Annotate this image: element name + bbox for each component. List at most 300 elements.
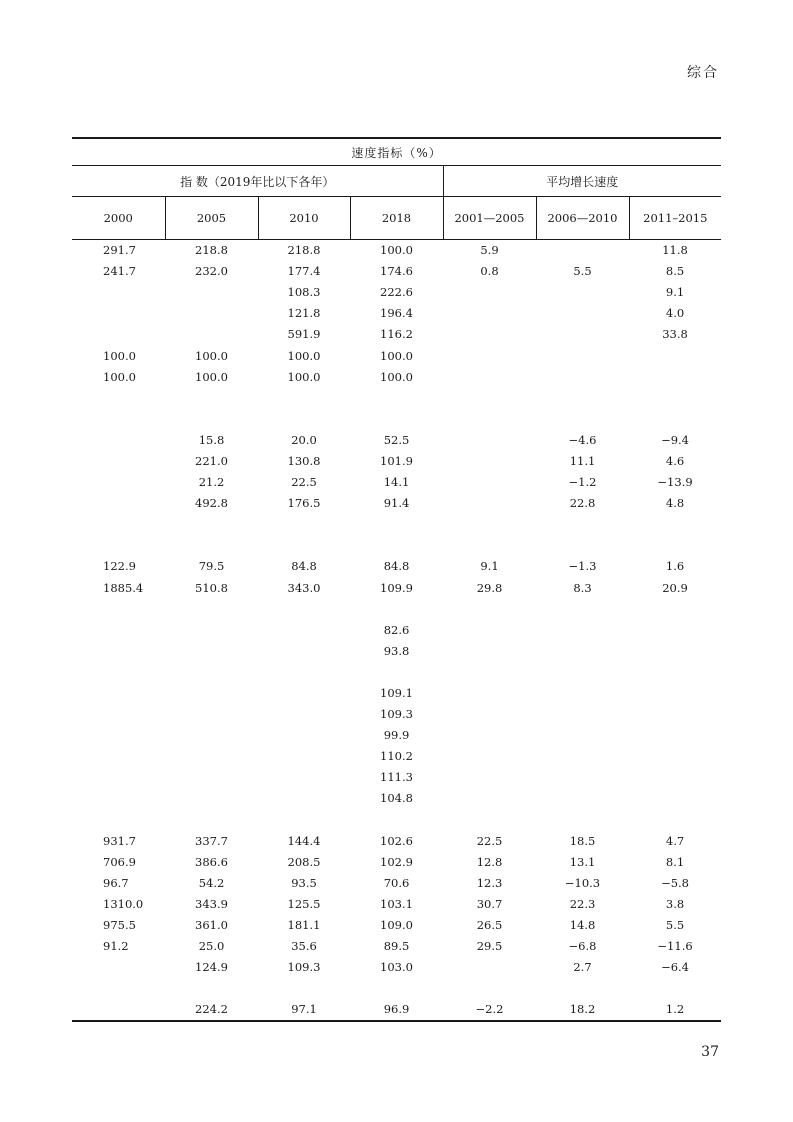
table-cell xyxy=(350,388,443,409)
table-cell xyxy=(629,599,721,620)
table-cell xyxy=(443,725,536,746)
table-cell: 18.2 xyxy=(536,999,629,1021)
table-cell: 5.9 xyxy=(480,243,499,258)
table-cell xyxy=(629,641,721,662)
table-cell xyxy=(443,303,536,324)
table-cell xyxy=(165,704,258,725)
table-cell xyxy=(165,810,258,831)
table-cell: 108.3 xyxy=(287,285,321,300)
table-cell xyxy=(536,746,629,767)
table-cell xyxy=(443,409,536,430)
table-cell: 122.9 xyxy=(103,559,136,574)
table-cell: 5.5 xyxy=(573,264,592,279)
table-cell xyxy=(258,978,350,999)
table-cell xyxy=(165,767,258,788)
table-cell: −1.2 xyxy=(568,475,597,490)
table-cell xyxy=(72,978,165,999)
table-row xyxy=(72,282,721,303)
table-cell: 100.0 xyxy=(103,348,136,363)
table-cell: 706.9 xyxy=(103,854,136,869)
table-cell xyxy=(536,599,629,620)
table-cell xyxy=(443,472,536,493)
table-cell xyxy=(350,599,443,620)
table-row xyxy=(72,493,721,514)
table-cell: 1.6 xyxy=(665,559,685,574)
table-cell: −10.3 xyxy=(564,875,601,890)
table-cell: 8.3 xyxy=(573,580,592,595)
table-cell xyxy=(165,662,258,683)
table-cell xyxy=(165,324,258,345)
table-cell: 100.0 xyxy=(195,369,228,384)
table-cell xyxy=(629,683,721,704)
table-cell xyxy=(72,388,165,409)
table-cell: 101.9 xyxy=(380,453,413,468)
table-row xyxy=(72,725,721,746)
table-cell: 89.5 xyxy=(383,939,410,954)
table-cell xyxy=(536,788,629,809)
table-cell xyxy=(443,535,536,556)
table-cell: 218.8 xyxy=(287,243,321,258)
table-cell: 975.5 xyxy=(103,918,136,933)
table-row xyxy=(72,957,721,978)
table-cell xyxy=(72,493,165,514)
table-cell: 931.7 xyxy=(103,833,136,848)
table-cell xyxy=(629,704,721,725)
table-cell: 13.1 xyxy=(569,854,596,869)
table-cell: 99.9 xyxy=(383,728,410,743)
table-cell xyxy=(258,662,350,683)
table-cell xyxy=(165,683,258,704)
table-row xyxy=(72,388,721,409)
table-cell: −13.9 xyxy=(657,475,693,490)
table-cell: 9.1 xyxy=(480,559,499,574)
table-cell: 1310.0 xyxy=(103,896,144,911)
table-row xyxy=(72,831,721,852)
column-header-2001-2005: 2001—2005 xyxy=(443,197,536,240)
table-cell: 100.0 xyxy=(287,369,321,384)
table-cell xyxy=(72,451,165,472)
table-cell: 30.7 xyxy=(476,896,503,911)
table-cell: −9.4 xyxy=(661,432,690,447)
table-row xyxy=(72,303,721,324)
table-row xyxy=(72,620,721,641)
table-cell xyxy=(258,788,350,809)
table-cell: 196.4 xyxy=(380,306,413,321)
table-row xyxy=(72,999,721,1021)
table-cell xyxy=(629,367,721,388)
table-cell: 130.8 xyxy=(287,453,321,468)
table-cell xyxy=(536,683,629,704)
table-cell: 109.3 xyxy=(380,707,413,722)
table-cell xyxy=(443,324,536,345)
table-cell: 361.0 xyxy=(195,918,228,933)
table-cell: −4.6 xyxy=(568,432,597,447)
table-cell xyxy=(72,704,165,725)
table-cell: −2.2 xyxy=(443,999,536,1021)
table-row xyxy=(72,535,721,556)
table-cell xyxy=(536,514,629,535)
table-cell xyxy=(536,388,629,409)
table-cell: 70.6 xyxy=(383,875,410,890)
table-cell xyxy=(72,641,165,662)
table-cell: 102.9 xyxy=(380,854,413,869)
table-cell xyxy=(165,746,258,767)
table-cell xyxy=(258,746,350,767)
table-cell: 91.4 xyxy=(383,496,410,511)
table-cell xyxy=(72,324,165,345)
table-cell: −6.8 xyxy=(568,939,597,954)
table-cell: 109.0 xyxy=(380,918,413,933)
table-cell: 337.7 xyxy=(195,833,228,848)
column-header-2010: 2010 xyxy=(258,197,350,240)
table-cell: 218.8 xyxy=(195,243,228,258)
table-cell: 102.6 xyxy=(380,833,413,848)
table-cell xyxy=(443,978,536,999)
table-cell: 93.5 xyxy=(291,875,317,890)
table-cell xyxy=(536,535,629,556)
table-cell: 2.7 xyxy=(573,960,592,975)
table-cell xyxy=(350,514,443,535)
table-cell xyxy=(536,240,629,262)
table-cell: 109.9 xyxy=(380,580,413,595)
table-cell: 21.2 xyxy=(198,475,225,490)
table-cell xyxy=(629,514,721,535)
table-cell: 4.0 xyxy=(665,306,685,321)
table-cell: −1.3 xyxy=(568,559,597,574)
table-cell xyxy=(72,472,165,493)
table-cell xyxy=(72,746,165,767)
table-cell: 100.0 xyxy=(287,348,321,363)
table-cell: 8.5 xyxy=(665,264,685,279)
table-cell xyxy=(350,810,443,831)
table-cell xyxy=(72,409,165,430)
table-cell xyxy=(629,746,721,767)
table-row xyxy=(72,430,721,451)
table-cell: 12.8 xyxy=(476,854,503,869)
table-cell: 221.0 xyxy=(195,453,228,468)
table-cell: 22.5 xyxy=(476,833,503,848)
table-cell xyxy=(72,282,165,303)
table-cell xyxy=(258,767,350,788)
table-cell xyxy=(629,620,721,641)
table-cell xyxy=(629,535,721,556)
table-row xyxy=(72,556,721,577)
table-cell xyxy=(165,409,258,430)
table-cell xyxy=(165,641,258,662)
table-cell xyxy=(443,641,536,662)
table-cell xyxy=(629,810,721,831)
table-cell: 224.2 xyxy=(165,999,258,1021)
table-cell: 12.3 xyxy=(476,875,503,890)
table-cell: 33.8 xyxy=(662,327,688,342)
table-cell xyxy=(443,388,536,409)
table-row xyxy=(72,936,721,957)
table-row xyxy=(72,514,721,535)
table-cell xyxy=(443,704,536,725)
section-label: 综合 xyxy=(687,65,719,81)
table-cell: 100.0 xyxy=(195,348,228,363)
table-cell xyxy=(72,599,165,620)
table-cell: 82.6 xyxy=(383,622,410,637)
table-cell xyxy=(443,746,536,767)
table-row xyxy=(72,261,721,282)
table-cell xyxy=(536,409,629,430)
table-cell: 29.5 xyxy=(476,939,503,954)
table-cell: 232.0 xyxy=(195,264,228,279)
table-cell xyxy=(536,367,629,388)
table-cell: 22.5 xyxy=(291,475,317,490)
table-cell xyxy=(258,683,350,704)
table-row xyxy=(72,324,721,345)
table-cell: 11.1 xyxy=(569,453,596,468)
column-header-2018: 2018 xyxy=(350,197,443,240)
table-cell xyxy=(443,493,536,514)
table-cell xyxy=(443,683,536,704)
table-cell xyxy=(536,662,629,683)
table-cell: 100.0 xyxy=(380,369,413,384)
table-cell: 11.8 xyxy=(662,243,688,258)
table-cell: 91.2 xyxy=(103,939,129,954)
table-cell: 144.4 xyxy=(287,833,321,848)
table-cell xyxy=(258,810,350,831)
table-cell: 291.7 xyxy=(103,243,136,258)
table-cell xyxy=(629,788,721,809)
table-cell: 103.0 xyxy=(380,960,413,975)
table-cell: 22.3 xyxy=(569,896,596,911)
table-cell: 9.1 xyxy=(665,285,685,300)
table-cell xyxy=(629,345,721,366)
table-cell xyxy=(165,514,258,535)
table-cell xyxy=(443,451,536,472)
table-cell xyxy=(165,725,258,746)
table-cell: 109.3 xyxy=(287,960,321,975)
table-cell: 79.5 xyxy=(198,559,225,574)
table-cell xyxy=(629,767,721,788)
table-row xyxy=(72,367,721,388)
table-cell xyxy=(258,641,350,662)
table-row xyxy=(72,810,721,831)
table-cell: 343.0 xyxy=(287,580,321,595)
table-cell xyxy=(443,810,536,831)
table-cell xyxy=(536,324,629,345)
table-cell xyxy=(165,303,258,324)
table-cell xyxy=(72,303,165,324)
table-cell xyxy=(629,662,721,683)
table-cell: 14.1 xyxy=(383,475,410,490)
table-cell xyxy=(258,599,350,620)
column-header-2005: 2005 xyxy=(165,197,258,240)
table-cell xyxy=(443,788,536,809)
table-row xyxy=(72,915,721,936)
table-cell xyxy=(72,767,165,788)
table-cell: 116.2 xyxy=(380,327,413,342)
table-cell: 103.1 xyxy=(380,896,413,911)
table-row xyxy=(72,704,721,725)
table-cell: 4.6 xyxy=(665,453,685,468)
table-cell: 52.5 xyxy=(383,432,410,447)
table-cell xyxy=(443,345,536,366)
table-cell: 93.8 xyxy=(383,643,410,658)
table-cell: 22.8 xyxy=(569,496,596,511)
table-cell xyxy=(536,282,629,303)
table-cell xyxy=(350,662,443,683)
table-cell: 96.9 xyxy=(350,999,443,1021)
speed-indicator-table-wrap xyxy=(72,137,721,1022)
table-cell xyxy=(536,810,629,831)
table-cell: 1.2 xyxy=(629,999,721,1021)
table-row xyxy=(72,746,721,767)
table-cell: 14.8 xyxy=(569,918,596,933)
table-cell xyxy=(443,430,536,451)
table-cell: 104.8 xyxy=(380,791,413,806)
table-cell xyxy=(443,620,536,641)
table-row xyxy=(72,472,721,493)
table-row xyxy=(72,873,721,894)
table-cell xyxy=(443,282,536,303)
table-cell xyxy=(72,535,165,556)
table-row xyxy=(72,578,721,599)
table-cell: 109.1 xyxy=(380,686,413,701)
table-row xyxy=(72,599,721,620)
table-cell: 26.5 xyxy=(476,918,503,933)
table-row xyxy=(72,894,721,915)
table-cell: 177.4 xyxy=(287,264,321,279)
table-cell xyxy=(350,978,443,999)
table-cell xyxy=(536,620,629,641)
table-cell xyxy=(350,535,443,556)
table-row xyxy=(72,451,721,472)
table-cell: 591.9 xyxy=(287,327,321,342)
table-cell xyxy=(165,535,258,556)
table-cell xyxy=(72,514,165,535)
table-cell xyxy=(629,409,721,430)
table-cell: 4.7 xyxy=(665,833,685,848)
table-cell xyxy=(443,514,536,535)
table-cell: 3.8 xyxy=(665,896,685,911)
group-header-index: 指 数（2019年比以下各年） xyxy=(72,166,443,197)
table-cell xyxy=(258,725,350,746)
table-cell xyxy=(258,514,350,535)
table-cell xyxy=(350,409,443,430)
column-header-2000: 2000 xyxy=(72,197,165,240)
table-cell xyxy=(629,978,721,999)
table-cell xyxy=(72,788,165,809)
table-cell: 181.1 xyxy=(287,918,321,933)
table-cell xyxy=(536,641,629,662)
column-header-2011-2015: 2011–2015 xyxy=(629,197,721,240)
table-cell: 174.6 xyxy=(380,264,413,279)
table-cell xyxy=(258,704,350,725)
table-cell: 25.0 xyxy=(198,939,225,954)
table-cell xyxy=(536,725,629,746)
table-cell xyxy=(443,367,536,388)
table-cell xyxy=(629,725,721,746)
table-cell xyxy=(443,662,536,683)
group-header-growth: 平均增长速度 xyxy=(443,166,721,197)
table-cell: 121.8 xyxy=(287,306,321,321)
table-cell xyxy=(629,388,721,409)
table-cell: −5.8 xyxy=(661,875,690,890)
table-cell: 1885.4 xyxy=(103,580,144,595)
table-cell: 5.5 xyxy=(665,918,685,933)
table-cell xyxy=(536,767,629,788)
table-cell xyxy=(72,999,165,1021)
table-row xyxy=(72,683,721,704)
table-cell: 8.1 xyxy=(665,854,685,869)
table-cell xyxy=(165,788,258,809)
table-row xyxy=(72,852,721,873)
table-cell: −11.6 xyxy=(657,939,693,954)
table-cell: 20.9 xyxy=(662,580,688,595)
table-cell xyxy=(258,409,350,430)
table-cell xyxy=(72,683,165,704)
table-cell xyxy=(72,725,165,746)
table-cell: 97.1 xyxy=(258,999,350,1021)
table-cell: 510.8 xyxy=(195,580,228,595)
table-cell: 110.2 xyxy=(380,749,413,764)
table-cell xyxy=(258,535,350,556)
table-title: 速度指标（%） xyxy=(72,138,721,166)
table-cell xyxy=(536,978,629,999)
table-cell xyxy=(72,810,165,831)
table-cell xyxy=(443,599,536,620)
table-cell xyxy=(443,767,536,788)
table-cell: 20.0 xyxy=(291,432,317,447)
table-cell xyxy=(536,704,629,725)
table-row xyxy=(72,345,721,366)
table-cell xyxy=(72,662,165,683)
table-cell: 111.3 xyxy=(380,770,413,785)
table-cell: 100.0 xyxy=(103,369,136,384)
table-row xyxy=(72,978,721,999)
table-cell: 100.0 xyxy=(380,348,413,363)
table-cell: 241.7 xyxy=(103,264,136,279)
table-cell xyxy=(443,957,536,978)
table-cell xyxy=(258,388,350,409)
table-cell: 96.7 xyxy=(103,875,129,890)
table-cell: 222.6 xyxy=(380,285,413,300)
table-cell xyxy=(536,345,629,366)
table-row xyxy=(72,641,721,662)
table-row xyxy=(72,409,721,430)
table-cell: 124.9 xyxy=(195,960,228,975)
table-cell: 35.6 xyxy=(291,939,317,954)
speed-indicator-table xyxy=(72,137,721,1022)
table-cell: 15.8 xyxy=(198,432,225,447)
table-cell xyxy=(72,620,165,641)
table-cell xyxy=(165,388,258,409)
table-row xyxy=(72,788,721,809)
table-cell xyxy=(165,978,258,999)
table-cell xyxy=(258,620,350,641)
table-cell xyxy=(536,303,629,324)
table-cell: −6.4 xyxy=(661,960,690,975)
table-cell: 343.9 xyxy=(195,896,228,911)
table-cell xyxy=(165,620,258,641)
table-cell: 18.5 xyxy=(569,833,596,848)
page-number: 37 xyxy=(701,1044,719,1060)
table-cell: 125.5 xyxy=(287,896,321,911)
table-cell: 84.8 xyxy=(291,559,317,574)
table-cell: 54.2 xyxy=(198,875,225,890)
table-cell xyxy=(165,599,258,620)
column-header-2006-2010: 2006—2010 xyxy=(536,197,629,240)
table-cell xyxy=(72,957,165,978)
table-body xyxy=(72,240,721,1022)
table-cell: 84.8 xyxy=(383,559,410,574)
table-cell: 176.5 xyxy=(287,496,321,511)
table-row xyxy=(72,767,721,788)
